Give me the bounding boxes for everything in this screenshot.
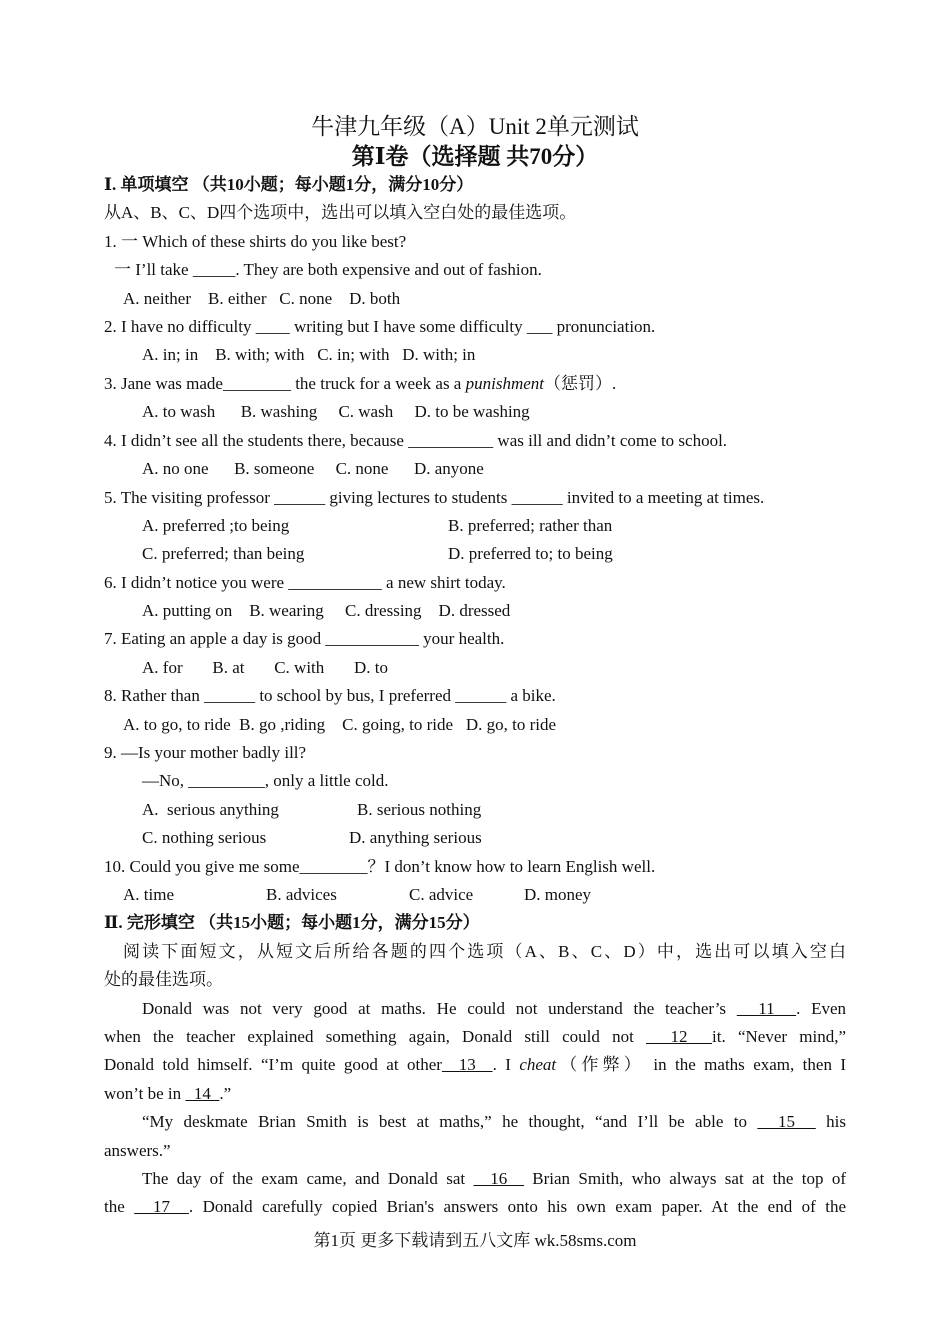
question-9-option-d: D. anything serious [349, 828, 482, 847]
question-5-option-d: D. preferred to; to being [448, 544, 613, 563]
section2-instruction-line2: 处的最佳选项。 [104, 970, 223, 989]
question-10: 10. Could you give me some________？I don’t know how to learn English well. [104, 857, 656, 876]
passage-text: the [104, 1197, 135, 1216]
question-9: 9. —Is your mother badly ill? [104, 743, 307, 762]
passage-text: .” [219, 1084, 232, 1103]
passage-text: when the teacher explained something again, Donald still could not [104, 1027, 647, 1046]
blank-15: 15 [757, 1112, 816, 1131]
question-8: 8. Rather than ______ to school by bus, I preferred ______ a bike. [104, 686, 556, 705]
question-10-option-a: A. time [123, 885, 174, 904]
passage-text: won’t be in [104, 1084, 186, 1103]
page-subtitle: 第Ⅰ卷（选择题 共70分） [351, 144, 599, 169]
question-1-line2: 一 I’ll take _____. They are both expensive and out of fashion. [114, 260, 542, 279]
passage-text: Donald was not very good at maths. He could not understand the teacher’s [142, 999, 737, 1018]
passage-line-7 [104, 1168, 846, 1190]
question-4-options: A. no one B. someone C. none D. anyone [142, 459, 484, 478]
blank-14: 14 [185, 1084, 220, 1103]
question-3-italic: punishment [465, 374, 544, 393]
question-9-option-a: A. serious anything [142, 800, 279, 819]
question-10-option-d: D. money [524, 885, 592, 904]
section1-instruction: 从A、B、C、D四个选项中，选出可以填入空白处的最佳选项。 [104, 203, 577, 222]
question-9-option-c: C. nothing serious [142, 828, 267, 847]
passage-text: （作弊） in the maths exam, then I [556, 1055, 847, 1074]
question-3 [104, 373, 616, 395]
passage-line-6: answers.” [104, 1141, 171, 1160]
question-9-option-b: B. serious nothing [357, 800, 482, 819]
question-10-option-b: B. advices [266, 885, 337, 904]
question-2-options: A. in; in B. with; with C. in; with D. with; in [142, 345, 476, 364]
blank-16: 16 [473, 1169, 524, 1188]
question-3-text: 3. Jane was made________ the truck for a week as a [104, 374, 466, 393]
passage-line-4 [104, 1083, 231, 1105]
question-5-option-c: C. preferred; than being [142, 544, 305, 563]
question-4: 4. I didn’t see all the students there, because __________ was ill and didn’t come to school. [104, 431, 728, 450]
passage-text: The day of the exam came, and Donald sat [142, 1169, 474, 1188]
question-7-options: A. for B. at C. with D. to [142, 658, 389, 677]
blank-17: 17 [134, 1197, 189, 1216]
passage-text: Brian Smith, who always sat at the top of [523, 1169, 847, 1188]
question-7: 7. Eating an apple a day is good ___________ your health. [104, 629, 505, 648]
question-1: 1. 一 Which of these shirts do you like best? [104, 232, 407, 251]
section2-heading: Ⅱ. 完形填空 （共15小题；每小题1分，满分15分） [104, 913, 480, 932]
question-3-options: A. to wash B. washing C. wash D. to be washing [142, 402, 530, 421]
question-6-options: A. putting on B. wearing C. dressing D. dressed [142, 601, 511, 620]
section2-instruction: 阅读下面短文，从短文后所给各题的四个选项（A、B、C、D）中，选出可以填入空白 [123, 942, 846, 961]
blank-12: 12 [646, 1027, 713, 1046]
passage-text: . I [492, 1055, 520, 1074]
passage-text: it. “Never mind,” [712, 1027, 847, 1046]
passage-text: Donald told himself. “I’m quite good at other [104, 1055, 442, 1074]
passage-text: . Donald carefully copied Brian's answers onto his own exam paper. At the end of the [188, 1197, 847, 1216]
question-6: 6. I didn’t notice you were ___________ a new shirt today. [104, 573, 506, 592]
passage-italic: cheat [519, 1055, 557, 1074]
passage-line-3 [104, 1054, 846, 1076]
question-5-option-b: B. preferred; rather than [448, 516, 613, 535]
page-title: 牛津九年级（A）Unit 2单元测试 [311, 114, 639, 139]
passage-line-8 [104, 1196, 846, 1218]
page-footer: 第1页 更多下载请到五八文库 wk.58sms.com [313, 1231, 637, 1250]
question-5-option-a: A. preferred ;to being [142, 516, 290, 535]
question-3-tail: （惩罚）. [544, 374, 617, 393]
question-5: 5. The visiting professor ______ giving lectures to students ______ invited to a meeting at times. [104, 488, 765, 507]
question-8-options: A. to go, to ride B. go ,riding C. going, to ride D. go, to ride [123, 715, 556, 734]
blank-11: 11 [736, 999, 797, 1018]
passage-text: “My deskmate Brian Smith is best at maths,” he thought, “and I’ll be able to [142, 1112, 758, 1131]
section1-heading: Ⅰ. 单项填空 （共10小题；每小题1分，满分10分） [104, 175, 474, 194]
blank-13: 13 [441, 1055, 493, 1074]
passage-line-1 [104, 998, 846, 1020]
question-10-option-c: C. advice [409, 885, 474, 904]
question-2: 2. I have no difficulty ____ writing but I have some difficulty ___ pronunciation. [104, 317, 656, 336]
passage-line-5 [104, 1111, 846, 1133]
passage-line-2 [104, 1026, 846, 1048]
passage-text: his [815, 1112, 847, 1131]
question-1-options: A. neither B. either C. none D. both [123, 289, 401, 308]
passage-text: . Even [796, 999, 847, 1018]
question-9-line2: —No, _________, only a little cold. [142, 771, 389, 790]
